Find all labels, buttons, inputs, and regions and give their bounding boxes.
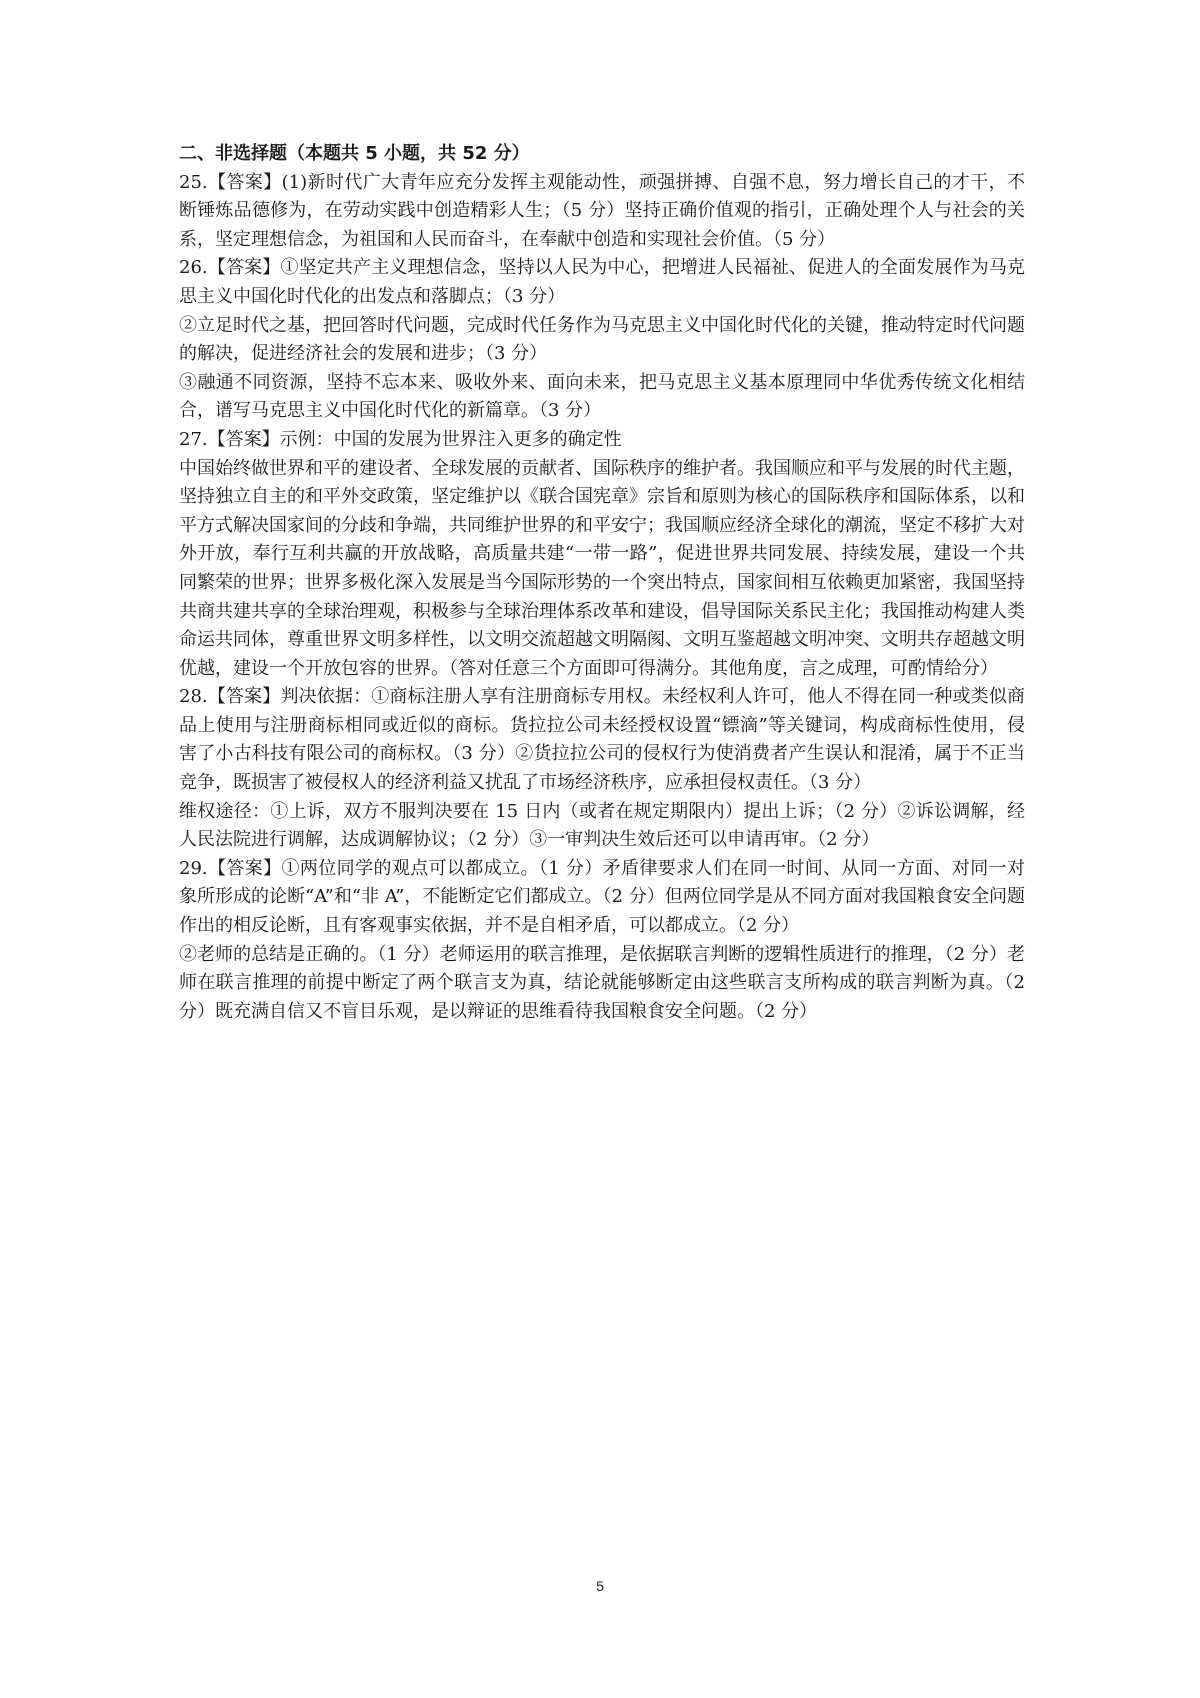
- answer-paragraph: 26.【答案】①坚定共产主义理想信念，坚持以人民为中心，把增进人民福祉、促进人的全面发展作为马克思主义中国化时代化的出发点和落脚点；（3 分）: [179, 257, 1025, 307]
- answer-paragraph: 27.【答案】示例：中国的发展为世界注入更多的确定性: [179, 428, 622, 450]
- page-number: 5: [596, 1578, 604, 1594]
- answer-q29: [179, 855, 1025, 1027]
- answer-paragraph: ③融通不同资源，坚持不忘本来、吸收外来、面向未来，把马克思主义基本原理同中华优秀传统文化相结合，谱写马克思主义中国化时代化的新篇章。（3 分）: [179, 371, 1025, 422]
- answer-paragraph: ②立足时代之基，把回答时代问题，完成时代任务作为马克思主义中国化时代化的关键，推动特定时代问题的解决，促进经济社会的发展和进步；（3 分）: [179, 314, 1025, 365]
- answer-content: [179, 140, 1025, 1026]
- answer-paragraph: 25.【答案】(1)新时代广大青年应充分发挥主观能动性，顽强拼搏、自强不息，努力增长自己的才干，不断锤炼品德修为，在劳动实践中创造精彩人生；（5 分）坚持正确价值观的指引，正确处理个人与社会的关系，坚定理想信念，为祖国和人民而奋斗，在奉献中创造和实现社会价值。（5 分）: [179, 171, 1025, 250]
- answer-q27: [179, 426, 1025, 683]
- section-heading: 二、非选择题（本题共 5 小题，共 52 分）: [179, 143, 530, 164]
- answer-q26: [179, 254, 1025, 426]
- answer-paragraph: ②老师的总结是正确的。（1 分）老师运用的联言推理，是依据联言判断的逻辑性质进行的推理，（2 分）老师在联言推理的前提中断定了两个联言支为真，结论就能够断定由这些联言支所构成的联言判断为真。（2 分）既充满自信又不盲目乐观，是以辩证的思维看待我国粮食安全问题。（2 分）: [179, 943, 1025, 1022]
- answer-paragraph: 29.【答案】①两位同学的观点可以都成立。（1 分）矛盾律要求人们在同一时间、从同一方面、对同一对象所形成的论断“A”和“非 A”，不能断定它们都成立。（2 分）但两位同学是从不同方面对我国粮食安全问题作出的相反论断，且有客观事实依据，并不是自相矛盾，可以都成立。（2 分）: [179, 857, 1025, 937]
- answer-paragraph: 维权途径：①上诉，双方不服判决要在 15 日内（或者在规定期限内）提出上诉；（2 分）②诉讼调解，经人民法院进行调解，达成调解协议；（2 分）③一审判决生效后还可以申请再审。（2 分）: [179, 800, 1025, 851]
- answer-paragraph: 28.【答案】判决依据：①商标注册人享有注册商标专用权。未经权利人许可，他人不得在同一种或类似商品上使用与注册商标相同或近似的商标。货拉拉公司未经授权设置“镖滴”等关键词，构成商标性使用，侵害了小古科技有限公司的商标权。（3 分）②货拉拉公司的侵权行为使消费者产生误认和混淆，属于不正当竞争，既损害了被侵权人的经济利益又扰乱了市场经济秩序，应承担侵权责任。（3 分）: [179, 686, 1025, 794]
- answer-q25: [179, 169, 1025, 255]
- answer-q28: [179, 683, 1025, 855]
- answer-paragraph: 中国始终做世界和平的建设者、全球发展的贡献者、国际秩序的维护者。我国顺应和平与发展的时代主题，坚持独立自主的和平外交政策，坚定维护以《联合国宪章》宗旨和原则为核心的国际秩序和国际体系，以和平方式解决国家间的分歧和争端，共同维护世界的和平安宁；我国顺应经济全球化的潮流，坚定不移扩大对外开放，奉行互利共赢的开放战略，高质量共建“一带一路”，促进世界共同发展、持续发展，建设一个共同繁荣的世界；世界多极化深入发展是当今国际形势的一个突出特点，国家间相互依赖更加紧密，我国坚持共商共建共享的全球治理观，积极参与全球治理体系改革和建设，倡导国际关系民主化；我国推动构建人类命运共同体，尊重世界文明多样性，以文明交流超越文明隔阂、文明互鉴超越文明冲突、文明共存超越文明优越，建设一个开放包容的世界。（答对任意三个方面即可得满分。其他角度，言之成理，可酌情给分）: [179, 457, 1025, 679]
